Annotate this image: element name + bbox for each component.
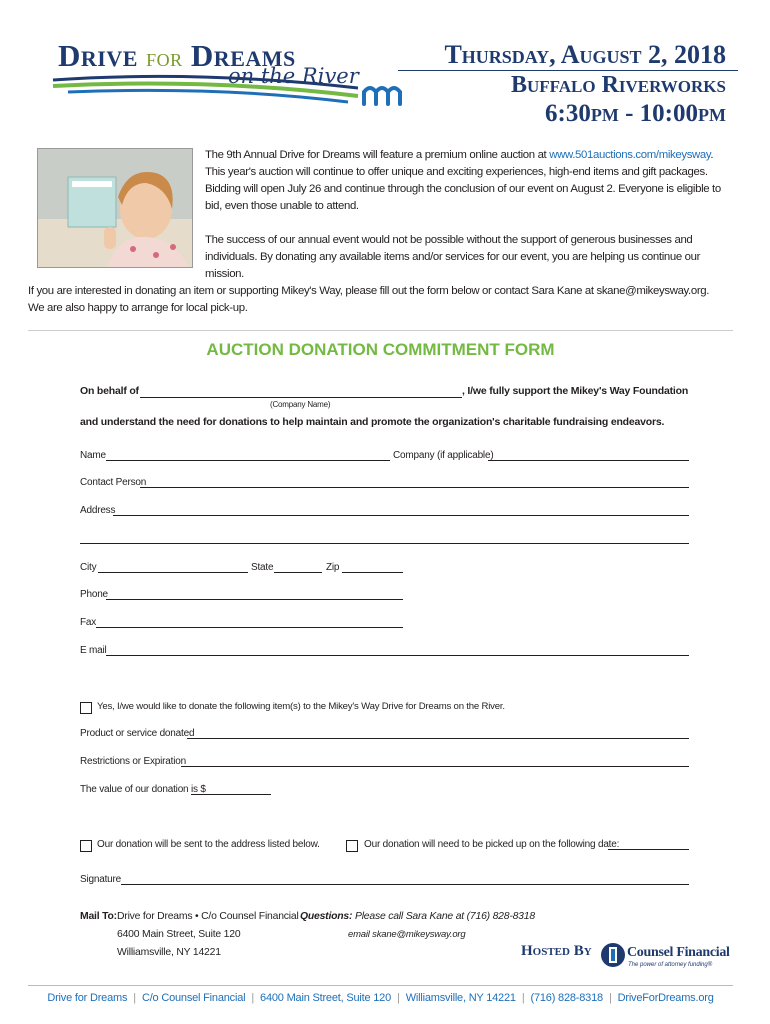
product-input[interactable] — [187, 738, 689, 739]
logo-for-text: for — [146, 43, 183, 72]
pickup-label: Our donation will need to be picked up on the following date: — [364, 839, 620, 850]
questions-label: Questions: — [300, 911, 353, 922]
mail-line-1: Drive for Dreams • C/o Counsel Financial — [117, 911, 299, 922]
intro-paragraph-3: If you are interested in donating an item or supporting Mikey's Way, please fill out the form below or contact Sara Kane at skane@mikeysway.org. We are also happy to arrange for local pick-up. — [28, 285, 710, 314]
mail-to-block — [80, 908, 117, 926]
footer-item-phone: (716) 828-8318 — [530, 992, 603, 1004]
fax-label: Fax — [80, 617, 97, 628]
mail-address-block — [117, 908, 299, 962]
footer-item-city: Williamsville, NY 14221 — [405, 992, 516, 1004]
restrictions-label: Restrictions or Expiration — [80, 756, 186, 767]
understand-text: and understand the need for donations to help maintain and promote the organization's charitable fundraising endeavors. — [80, 416, 665, 428]
mail-to-label: Mail To: — [80, 911, 117, 922]
contact-person-input[interactable] — [140, 487, 689, 488]
product-label: Product or service donated — [80, 728, 195, 739]
intro-p1-before: The 9th Annual Drive for Dreams will feature a premium online auction at — [205, 149, 550, 161]
intro-paragraph-1 — [205, 147, 727, 215]
mail-line-3: Williamsville, NY 14221 — [117, 947, 221, 958]
state-input[interactable] — [274, 572, 322, 573]
mail-line-2: 6400 Main Street, Suite 120 — [117, 929, 241, 940]
footer-item-org: Drive for Dreams — [47, 992, 128, 1004]
logo-drive-text: Drive — [58, 38, 138, 73]
signature-input[interactable] — [121, 884, 689, 885]
state-label: State — [251, 562, 274, 573]
event-date: Thursday, August 2, 2018 — [444, 40, 726, 69]
child-photo — [37, 148, 193, 268]
counsel-financial-name: Counsel Financial — [627, 945, 730, 960]
auction-link[interactable]: www.501auctions.com/mikeysway — [549, 149, 711, 161]
company-label: Company (if applicable) — [393, 450, 494, 461]
event-venue: Buffalo Riverworks — [510, 72, 726, 98]
donate-checkbox-label: Yes, I/we would like to donate the following item(s) to the Mikey's Way Drive for Dreams on the River. — [97, 701, 505, 712]
email-input[interactable] — [106, 655, 689, 656]
zip-input[interactable] — [342, 572, 403, 573]
footer-item-co: C/o Counsel Financial — [141, 992, 246, 1004]
event-time: 6:30pm - 10:00pm — [545, 100, 726, 127]
intro-paragraph-2: The success of our annual event would not be possible without the support of generous businesses and individuals. By donating any available items and/or services for our event, you are helping us continue our mission. — [205, 234, 701, 280]
name-input[interactable] — [106, 460, 390, 461]
header-divider — [398, 70, 738, 71]
city-label: City — [80, 562, 97, 573]
restrictions-input[interactable] — [181, 766, 689, 767]
phone-input[interactable] — [106, 599, 403, 600]
fax-input[interactable] — [96, 627, 403, 628]
donation-value-input[interactable] — [191, 794, 271, 795]
footer-divider — [28, 985, 733, 986]
company-input[interactable] — [488, 460, 689, 461]
on-behalf-label: On behalf of — [80, 385, 139, 397]
donation-value-label: The value of our donation is $ — [80, 784, 206, 795]
company-name-caption: (Company Name) — [270, 400, 331, 409]
questions-line-2: email skane@mikeysway.org — [348, 929, 466, 940]
logo-dreams-text: Dreams — [190, 38, 296, 73]
section-divider — [28, 330, 733, 331]
send-to-address-checkbox[interactable] — [80, 840, 92, 852]
send-to-address-label: Our donation will be sent to the address listed below. — [97, 839, 320, 850]
city-input[interactable] — [98, 572, 248, 573]
address-input[interactable] — [113, 515, 689, 516]
pickup-checkbox[interactable] — [346, 840, 358, 852]
zip-label: Zip — [326, 562, 340, 573]
contact-person-label: Contact Person — [80, 477, 147, 488]
hosted-by-label: Hosted By — [521, 943, 592, 959]
questions-block — [300, 908, 535, 926]
waves-logo-icon — [360, 82, 404, 112]
counsel-financial-tagline: The power of attorney funding® — [628, 962, 713, 968]
address-line-2-input[interactable] — [80, 543, 689, 544]
form-title: AUCTION DONATION COMMITMENT FORM — [206, 340, 555, 359]
footer-bar: Drive for Dreams | C/o Counsel Financial | 6400 Main Street, Suite 120 | Williamsville, NY 14221 | (716) 828-8318 | DriveForDreams.org — [47, 992, 714, 1004]
phone-label: Phone — [80, 589, 108, 600]
name-label: Name — [80, 450, 106, 461]
signature-label: Signature — [80, 874, 122, 885]
email-label: E mail — [80, 645, 107, 656]
address-label: Address — [80, 505, 116, 516]
company-name-input[interactable] — [140, 397, 462, 398]
intro-p1-after: . This year's auction will continue to offer unique and exciting experiences, high-end items and gift packages. Bidding will open July 26 and continue through the conclusion of our event on August 2. Everyone is eligible to bid, even those unable to attend. — [205, 149, 721, 212]
pickup-date-input[interactable] — [608, 849, 689, 850]
donate-checkbox[interactable] — [80, 702, 92, 714]
questions-line-1: Please call Sara Kane at (716) 828-8318 — [354, 911, 535, 922]
footer-item-street: 6400 Main Street, Suite 120 — [260, 992, 392, 1004]
counsel-financial-logo-icon — [600, 940, 626, 970]
footer-item-website[interactable]: DriveForDreams.org — [617, 992, 714, 1004]
fully-support-text: , I/we fully support the Mikey's Way Foundation — [462, 385, 689, 397]
logo-river-text: on the River — [228, 64, 359, 88]
